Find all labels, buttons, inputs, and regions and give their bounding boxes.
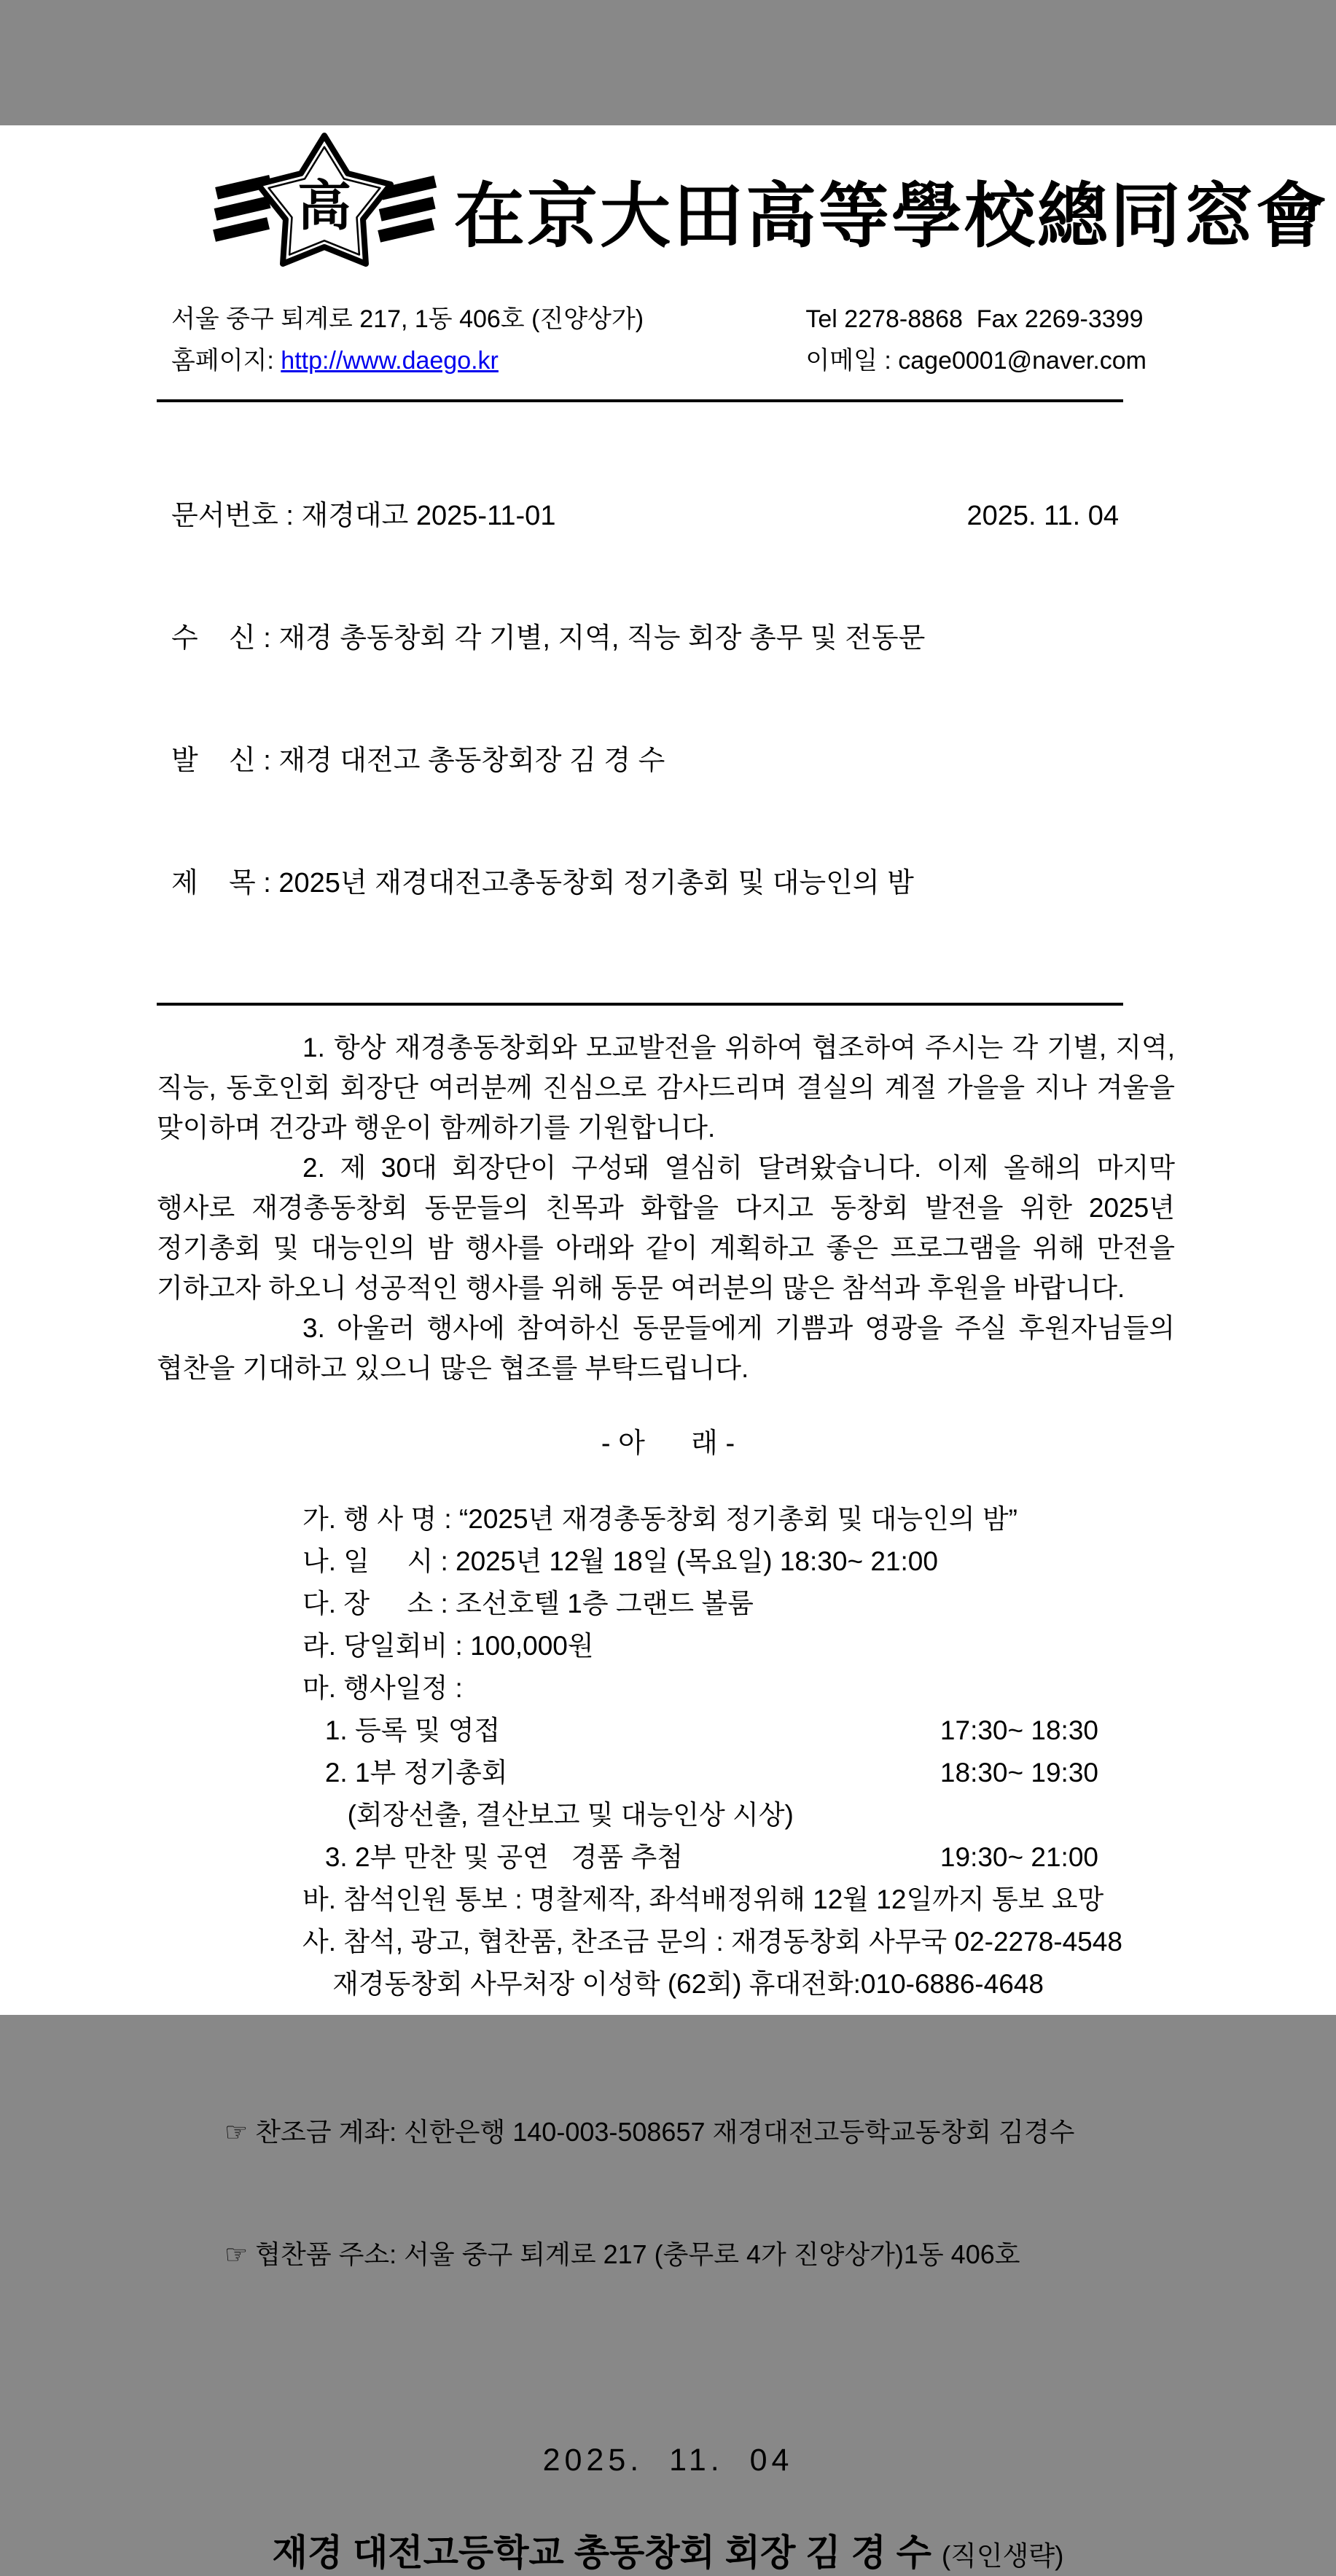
school-emblem-icon xyxy=(208,125,441,294)
signer-name: 재경 대전고등학교 총동창회 회장 김 경 수 xyxy=(272,2532,942,2573)
email-line: 이메일 : cage0001@naver.com xyxy=(805,347,1146,375)
top-rule xyxy=(157,399,1123,402)
schedule-time: 18:30~ 19:30 xyxy=(940,1758,1098,1788)
seal-note: (직인생략) xyxy=(941,2541,1064,2571)
letterhead xyxy=(208,125,1336,294)
schedule-item-registration: 1. 등록 및 영접 17:30~ 18:30 xyxy=(302,1710,1098,1752)
contact-block xyxy=(171,299,1146,382)
section-divider: - 아 래 - xyxy=(601,1428,735,1459)
signature-line xyxy=(0,2524,1336,2576)
detail-item-event-name: 가. 행 사 명 : “2025년 재경총동창회 정기총회 및 대능인의 밤” xyxy=(302,1504,1017,1534)
issue-date: 2025. 11. 04 xyxy=(542,2443,794,2478)
document-page xyxy=(0,125,1336,2573)
doc-number-row xyxy=(171,496,1119,536)
sender: 발 신 : 재경 대전고 총동창회장 김 경 수 xyxy=(171,745,665,776)
homepage-line xyxy=(171,340,644,382)
detail-item-venue: 다. 장 소 : 조선호텔 1층 그랜드 볼룸 xyxy=(302,1589,754,1618)
subject-row xyxy=(171,863,1119,904)
detail-item-inquiry: 사. 참석, 광고, 협찬품, 찬조금 문의 : 재경동창회 사무국 02-2278-4548 xyxy=(302,1927,1122,1957)
meta-bottom-rule xyxy=(157,1003,1123,1006)
doc-meta xyxy=(171,414,1119,985)
detail-item-inquiry-contact: 재경동창회 사무처장 이성학 (62회) 휴대전화:010-6886-4648 xyxy=(302,1969,1044,1999)
doc-date: 2025. 11. 04 xyxy=(966,501,1119,531)
detail-item-datetime: 나. 일 시 : 2025년 12월 18일 (목요일) 18:30~ 21:00 xyxy=(302,1546,938,1576)
schedule-item-meeting-note: (회장선출, 결산보고 및 대능인상 시상) xyxy=(302,1800,794,1830)
org-title: 在京大田高等學校總同窓會 xyxy=(454,178,1329,256)
recipient-row xyxy=(171,618,1119,659)
body-paragraph-3: 3. 아울러 행사에 참여하신 동문들에게 기쁨과 영광을 주실 후원자님들의 협찬을 기대하고 있으니 많은 협조를 부탁드립니다. xyxy=(157,1313,1175,1383)
schedule-time: 19:30~ 21:00 xyxy=(940,1842,1098,1872)
detail-item-fee: 라. 당일회비 : 100,000원 xyxy=(302,1631,594,1661)
body-paragraph-1: 1. 항상 재경총동창회와 모교발전을 위하여 협조하여 주시는 각 기별, 지역, 직능, 동호인회 회장단 여러분께 진심으로 감사드리며 결실의 계절 가을을 지나 겨울을 맞이하며 건강과 행운이 함께하기를 기원합니다. xyxy=(157,1033,1175,1143)
subject: 제 목 : 2025년 재경대전고총동창회 정기총회 및 대능인의 밤 xyxy=(171,868,914,899)
emblem-glyph: 高 xyxy=(297,177,351,237)
schedule-time: 17:30~ 18:30 xyxy=(940,1715,1098,1745)
sender-row xyxy=(171,740,1119,781)
doc-number: 문서번호 : 재경대고 2025-11-01 xyxy=(171,501,556,531)
address-line: 서울 중구 퇴계로 217, 1동 406호 (진양상가) xyxy=(171,305,644,333)
detail-item-attendance-notice: 바. 참석인원 통보 : 명찰제작, 좌석배정위해 12월 12일까지 통보 요망 xyxy=(302,1884,1104,1914)
details-list xyxy=(302,1498,1336,2005)
contact-left xyxy=(171,299,644,382)
note-donation-account: ☞ 찬조금 계좌: 신한은행 140-003-508657 재경대전고등학교동창회 김경수 xyxy=(224,2117,1075,2147)
homepage-link[interactable]: http://www.daego.kr xyxy=(281,347,499,375)
detail-item-schedule-header: 마. 행사일정 : xyxy=(302,1673,463,1703)
body-paragraph-2: 2. 제 30대 회장단이 구성돼 열심히 달려왔습니다. 이제 올해의 마지막 행사로 재경총동창회 동문들의 친목과 화합을 다지고 동창회 발전을 위한 2025년 정기총회 및 대능인의 밤 행사를 아래와 같이 계획하고 좋은 프로그램을 위해 만전을 기하고자 하오니 성공적인 행사를 위해 동문 여러분의 많은 참석과 후원을 바랍니다. xyxy=(157,1153,1175,1303)
notes xyxy=(224,2030,1336,2357)
contact-right xyxy=(805,299,1146,382)
schedule-item-general-meeting: 2. 1부 정기총회 18:30~ 19:30 xyxy=(302,1752,1098,1794)
schedule-item-dinner: 3. 2부 만찬 및 공연 경품 추첨 19:30~ 21:00 xyxy=(302,1836,1098,1879)
note-gift-address: ☞ 협찬품 주소: 서울 중구 퇴계로 217 (충무로 4가 진양상가)1동 406호 xyxy=(224,2239,1020,2269)
recipient: 수 신 : 재경 총동창회 각 기별, 지역, 직능 회장 총무 및 전동문 xyxy=(171,623,926,654)
body-text xyxy=(157,1027,1175,1388)
homepage-label: 홈페이지: xyxy=(171,347,281,375)
telfax-line: Tel 2278-8868 Fax 2269-3399 xyxy=(805,305,1144,333)
